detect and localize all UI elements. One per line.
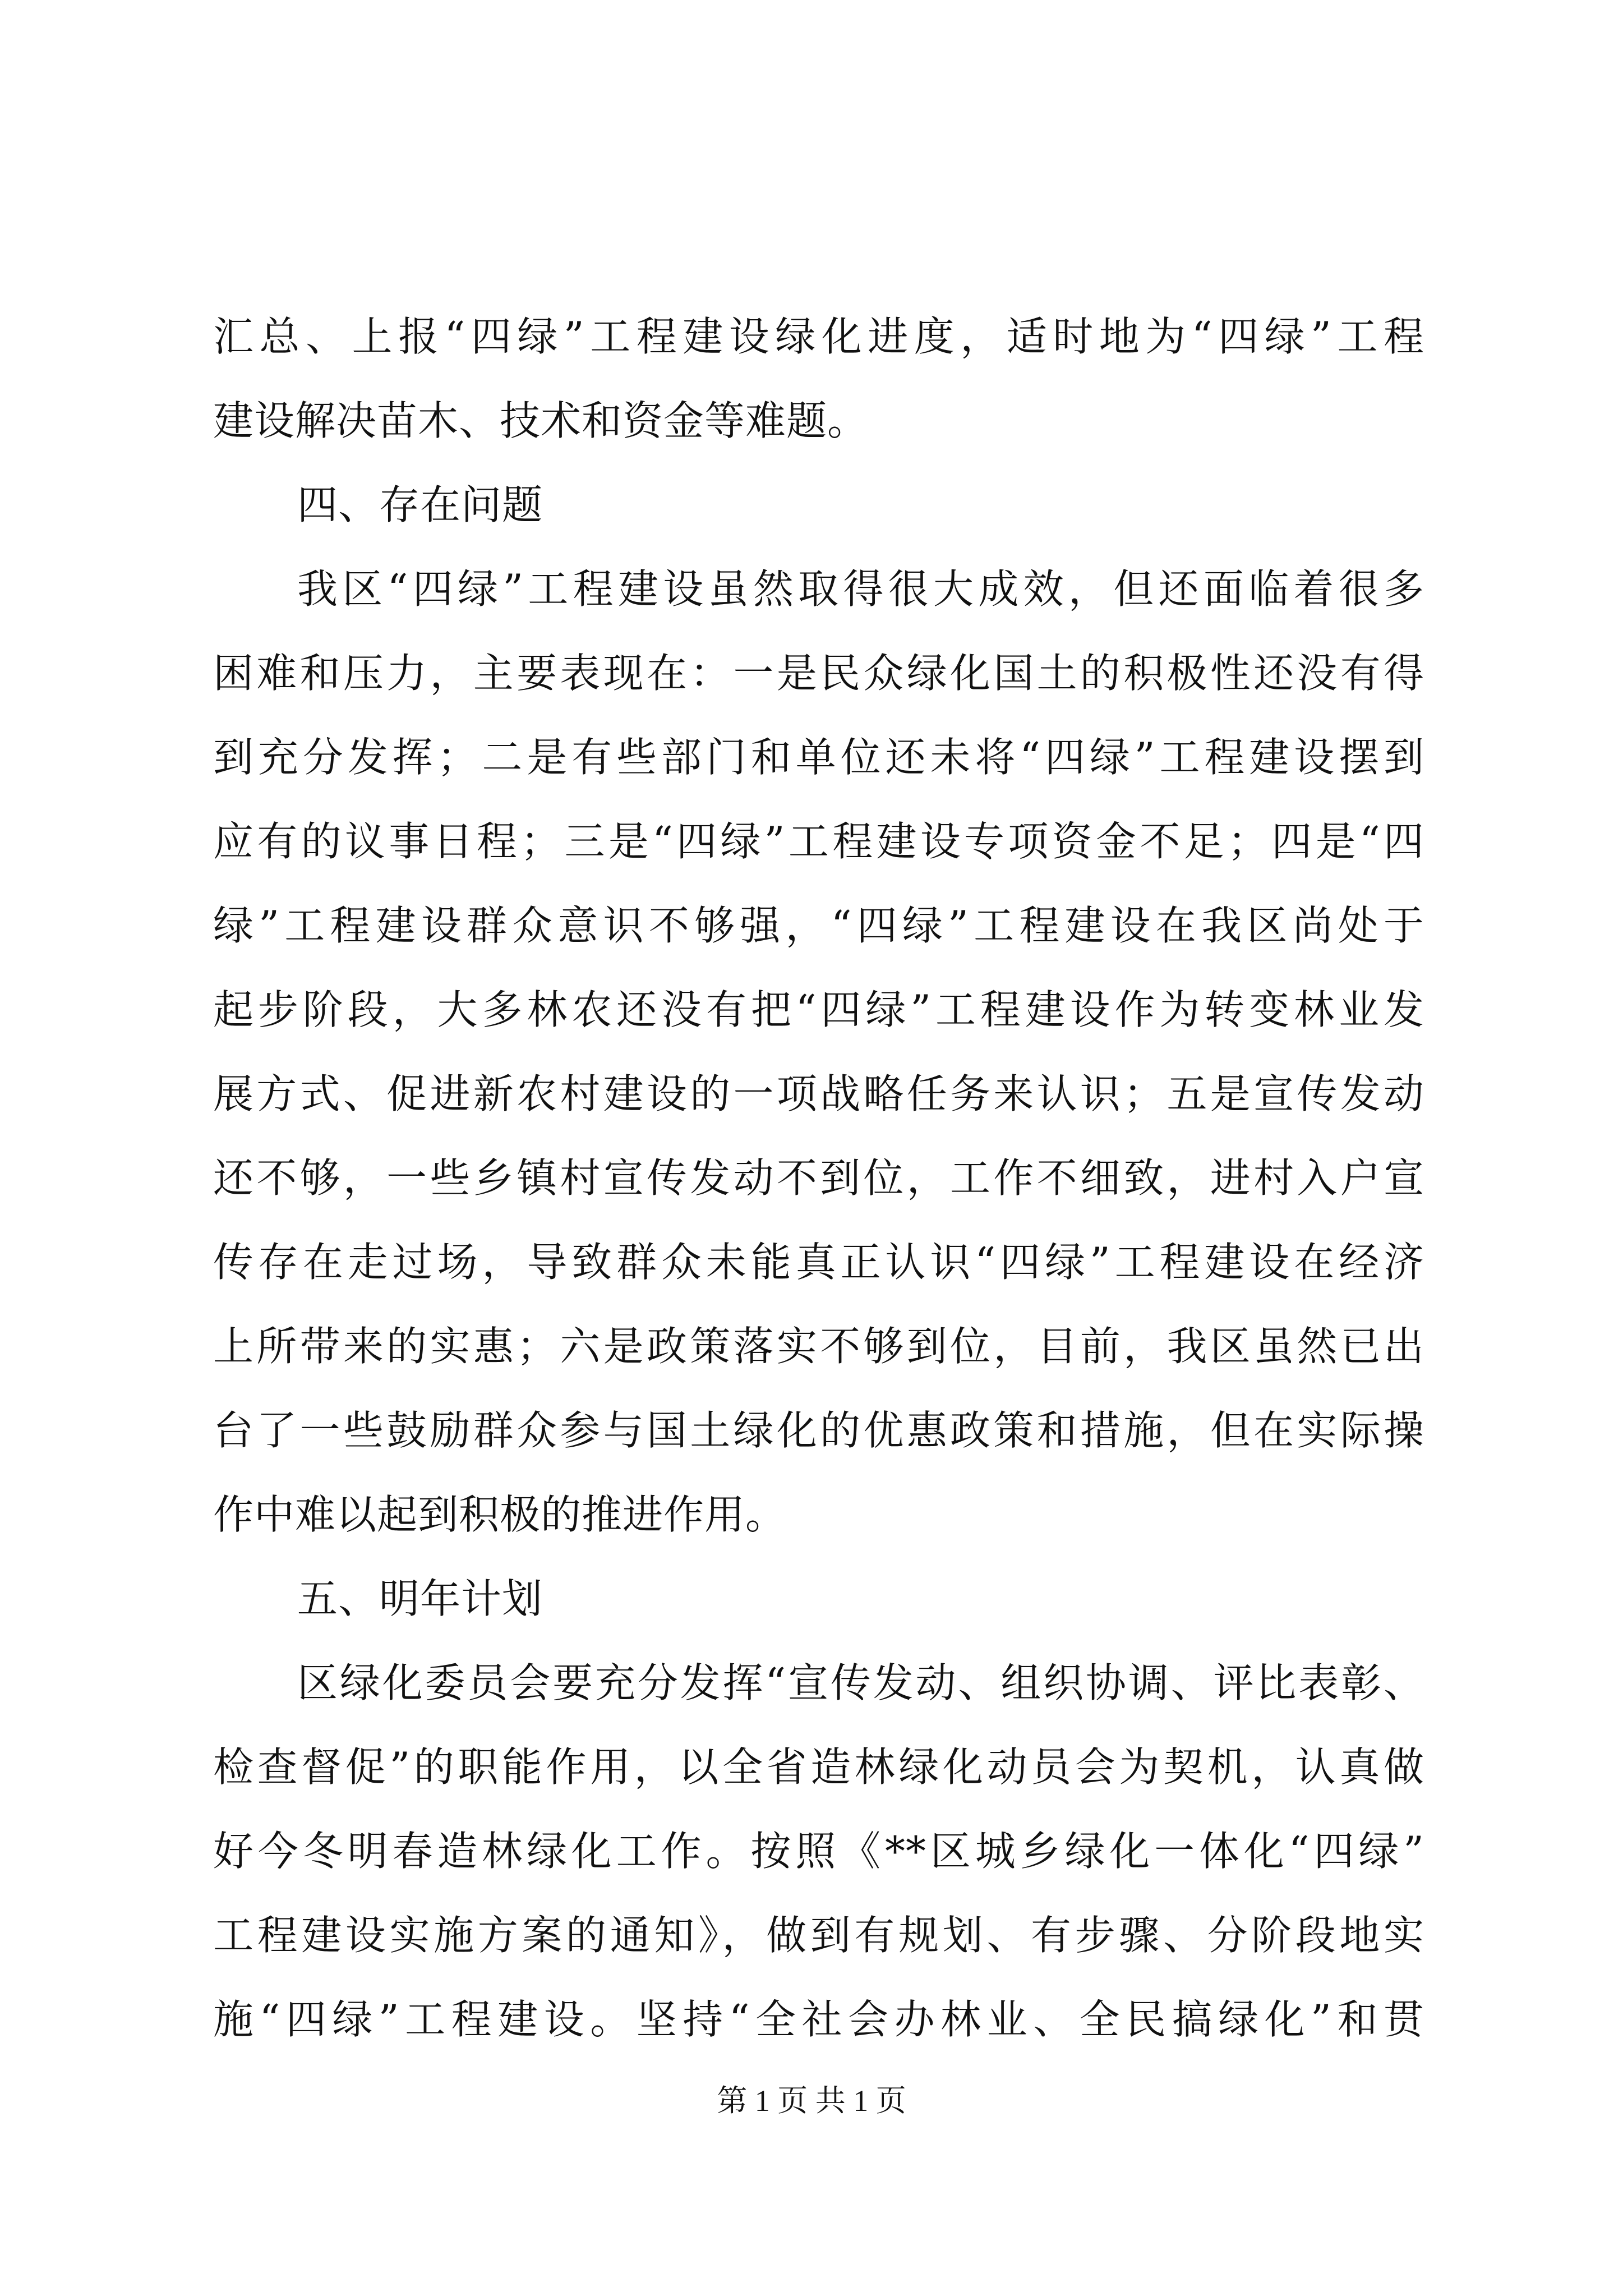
text-line: 汇总、上报“四绿”工程建设绿化进度，适时地为“四绿”工程: [213, 313, 1424, 360]
text-line: 还不够，一些乡镇村宣传发动不到位，工作不细致，进村入户宣: [213, 1154, 1424, 1202]
text-line: 绿”工程建设群众意识不够强，“四绿”工程建设在我区尚处于: [213, 902, 1424, 949]
text-line: 起步阶段，大多林农还没有把“四绿”工程建设作为转变林业发: [213, 986, 1424, 1033]
text-line: 到充分发挥；二是有些部门和单位还未将“四绿”工程建设摆到: [213, 734, 1424, 781]
text-line: 工程建设实施方案的通知》，做到有规划、有步骤、分阶段地实: [213, 1912, 1424, 1959]
page-number-footer: 第 1 页 共 1 页: [717, 2084, 906, 2118]
text-line: 好今冬明春造林绿化工作。按照《**区城乡绿化一体化“四绿”: [213, 1828, 1424, 1875]
text-line: 展方式、促进新农村建设的一项战略任务来认识；五是宣传发动: [213, 1070, 1424, 1117]
text-line: 我区“四绿”工程建设虽然取得很大成效，但还面临着很多: [297, 565, 1424, 613]
section-heading: 五、明年计划: [297, 1575, 543, 1622]
text-line: 区绿化委员会要充分发挥“宣传发动、组织协调、评比表彰、: [297, 1659, 1424, 1706]
text-line: 传存在走过场，导致群众未能真正认识“四绿”工程建设在经济: [213, 1239, 1424, 1286]
text-line: 上所带来的实惠；六是政策落实不够到位，目前，我区虽然已出: [213, 1323, 1424, 1370]
text-line: 建设解决苗木、技术和资金等难题。: [213, 397, 869, 444]
text-line: 困难和压力，主要表现在：一是民众绿化国土的积极性还没有得: [213, 650, 1424, 697]
text-line: 检查督促”的职能作用，以全省造林绿化动员会为契机，认真做: [213, 1743, 1424, 1791]
text-line: 施“四绿”工程建设。坚持“全社会办林业、全民搞绿化”和贯: [213, 1996, 1424, 2043]
section-heading: 四、存在问题: [297, 481, 543, 528]
text-line: 台了一些鼓励群众参与国土绿化的优惠政策和措施，但在实际操: [213, 1407, 1424, 1454]
text-line: 作中难以起到积极的推进作用。: [213, 1491, 787, 1538]
text-line: 应有的议事日程；三是“四绿”工程建设专项资金不足；四是“四: [213, 818, 1424, 865]
